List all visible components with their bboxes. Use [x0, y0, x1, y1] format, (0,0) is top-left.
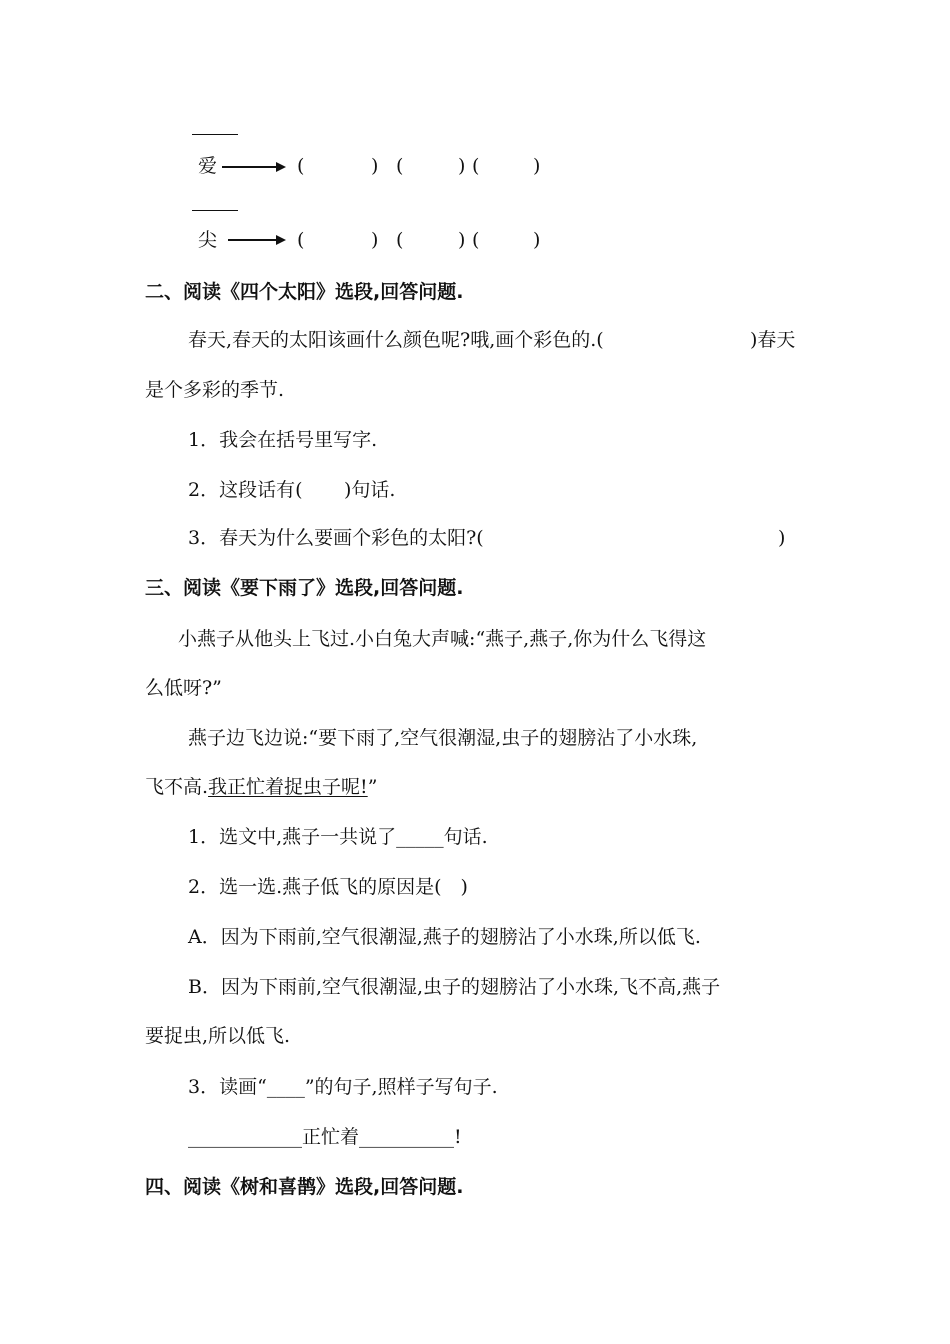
row2-paren2-close: ): [458, 229, 466, 251]
char-ai: 爱: [198, 155, 218, 177]
dash-line-middle: [192, 210, 238, 211]
arrow-head-2: [276, 235, 286, 245]
section3-passage2-line2: [145, 773, 377, 801]
fill-end: !: [454, 1126, 462, 1148]
section2-passage-line1: 春天,春天的太阳该画什么颜色呢?哦,画个彩色的.(: [188, 329, 604, 351]
row1-paren1-open: (: [297, 155, 305, 177]
row1-paren3-open: (: [472, 155, 480, 177]
section2-question2-a: 2．这段话有(: [188, 479, 303, 501]
section3-question1: [188, 823, 488, 851]
section2-passage-line2: 是个多彩的季节.: [145, 379, 285, 401]
section3-question3: [188, 1073, 498, 1101]
section3-passage1-line2: 么低呀?”: [145, 677, 222, 699]
row1-paren1-close: ): [371, 155, 379, 177]
section3-option-a: A．因为下雨前,空气很潮湿,燕子的翅膀沾了小水珠,所以低飞.: [188, 926, 701, 948]
q1-text-b: 句话.: [443, 826, 488, 848]
row1-paren3-close: ): [533, 155, 541, 177]
arrow-line-2: [228, 239, 278, 241]
fill-blank-2: __________: [359, 1126, 455, 1148]
section3-option-b-line1: B．因为下雨前,空气很潮湿,虫子的翅膀沾了小水珠,飞不高,燕子: [188, 976, 721, 998]
section4-heading: 四、阅读《树和喜鹊》选段,回答问题.: [145, 1176, 464, 1198]
underlined-sentence: 我正忙着捉虫子呢!: [208, 776, 368, 798]
dash-line-top: [192, 134, 238, 135]
row2-paren2-open: (: [396, 229, 404, 251]
row2-paren1-open: (: [297, 229, 305, 251]
section3-question2: 2．选一选.燕子低飞的原因是( ): [188, 876, 468, 898]
q3-text-a: 3．读画“: [188, 1076, 267, 1098]
section2-question1: 1．我会在括号里写字.: [188, 429, 378, 451]
row1-paren2-open: (: [396, 155, 404, 177]
section3-heading: 三、阅读《要下雨了》选段,回答问题.: [145, 577, 464, 599]
section3-option-b-line2: 要捉虫,所以低飞.: [145, 1025, 291, 1047]
row2-paren3-close: ): [533, 229, 541, 251]
passage2-line2-end: ”: [367, 776, 378, 798]
row2-paren3-open: (: [472, 229, 480, 251]
section2-heading: 二、阅读《四个太阳》选段,回答问题.: [145, 281, 464, 303]
arrow-line-1: [222, 166, 278, 168]
passage2-line2-start: 飞不高.: [145, 776, 209, 798]
section2-question3-b: ): [778, 527, 786, 549]
section3-fill-sentence: [188, 1123, 462, 1151]
row2-paren1-close: ): [371, 229, 379, 251]
section2-passage-line1-end: )春天: [750, 329, 796, 351]
q3-text-b: ”的句子,照样子写句子.: [304, 1076, 498, 1098]
section3-passage1-line1: 小燕子从他头上飞过.小白兔大声喊:“燕子,燕子,你为什么飞得这: [178, 628, 707, 650]
section2-question3-a: 3．春天为什么要画个彩色的太阳?(: [188, 527, 484, 549]
fill-mid-text: 正忙着: [302, 1126, 360, 1148]
fill-blank-1: ____________: [188, 1126, 302, 1148]
row1-paren2-close: ): [458, 155, 466, 177]
q1-text-a: 1．选文中,燕子一共说了: [188, 826, 397, 848]
char-jian: 尖: [198, 229, 218, 251]
q1-blank: _____: [396, 826, 444, 848]
section2-question2-b: )句话.: [344, 479, 396, 501]
arrow-head-1: [276, 162, 286, 172]
section3-passage2-line1: 燕子边飞边说:“要下雨了,空气很潮湿,虫子的翅膀沾了小水珠,: [188, 727, 698, 749]
q3-blank: ____: [266, 1076, 305, 1098]
